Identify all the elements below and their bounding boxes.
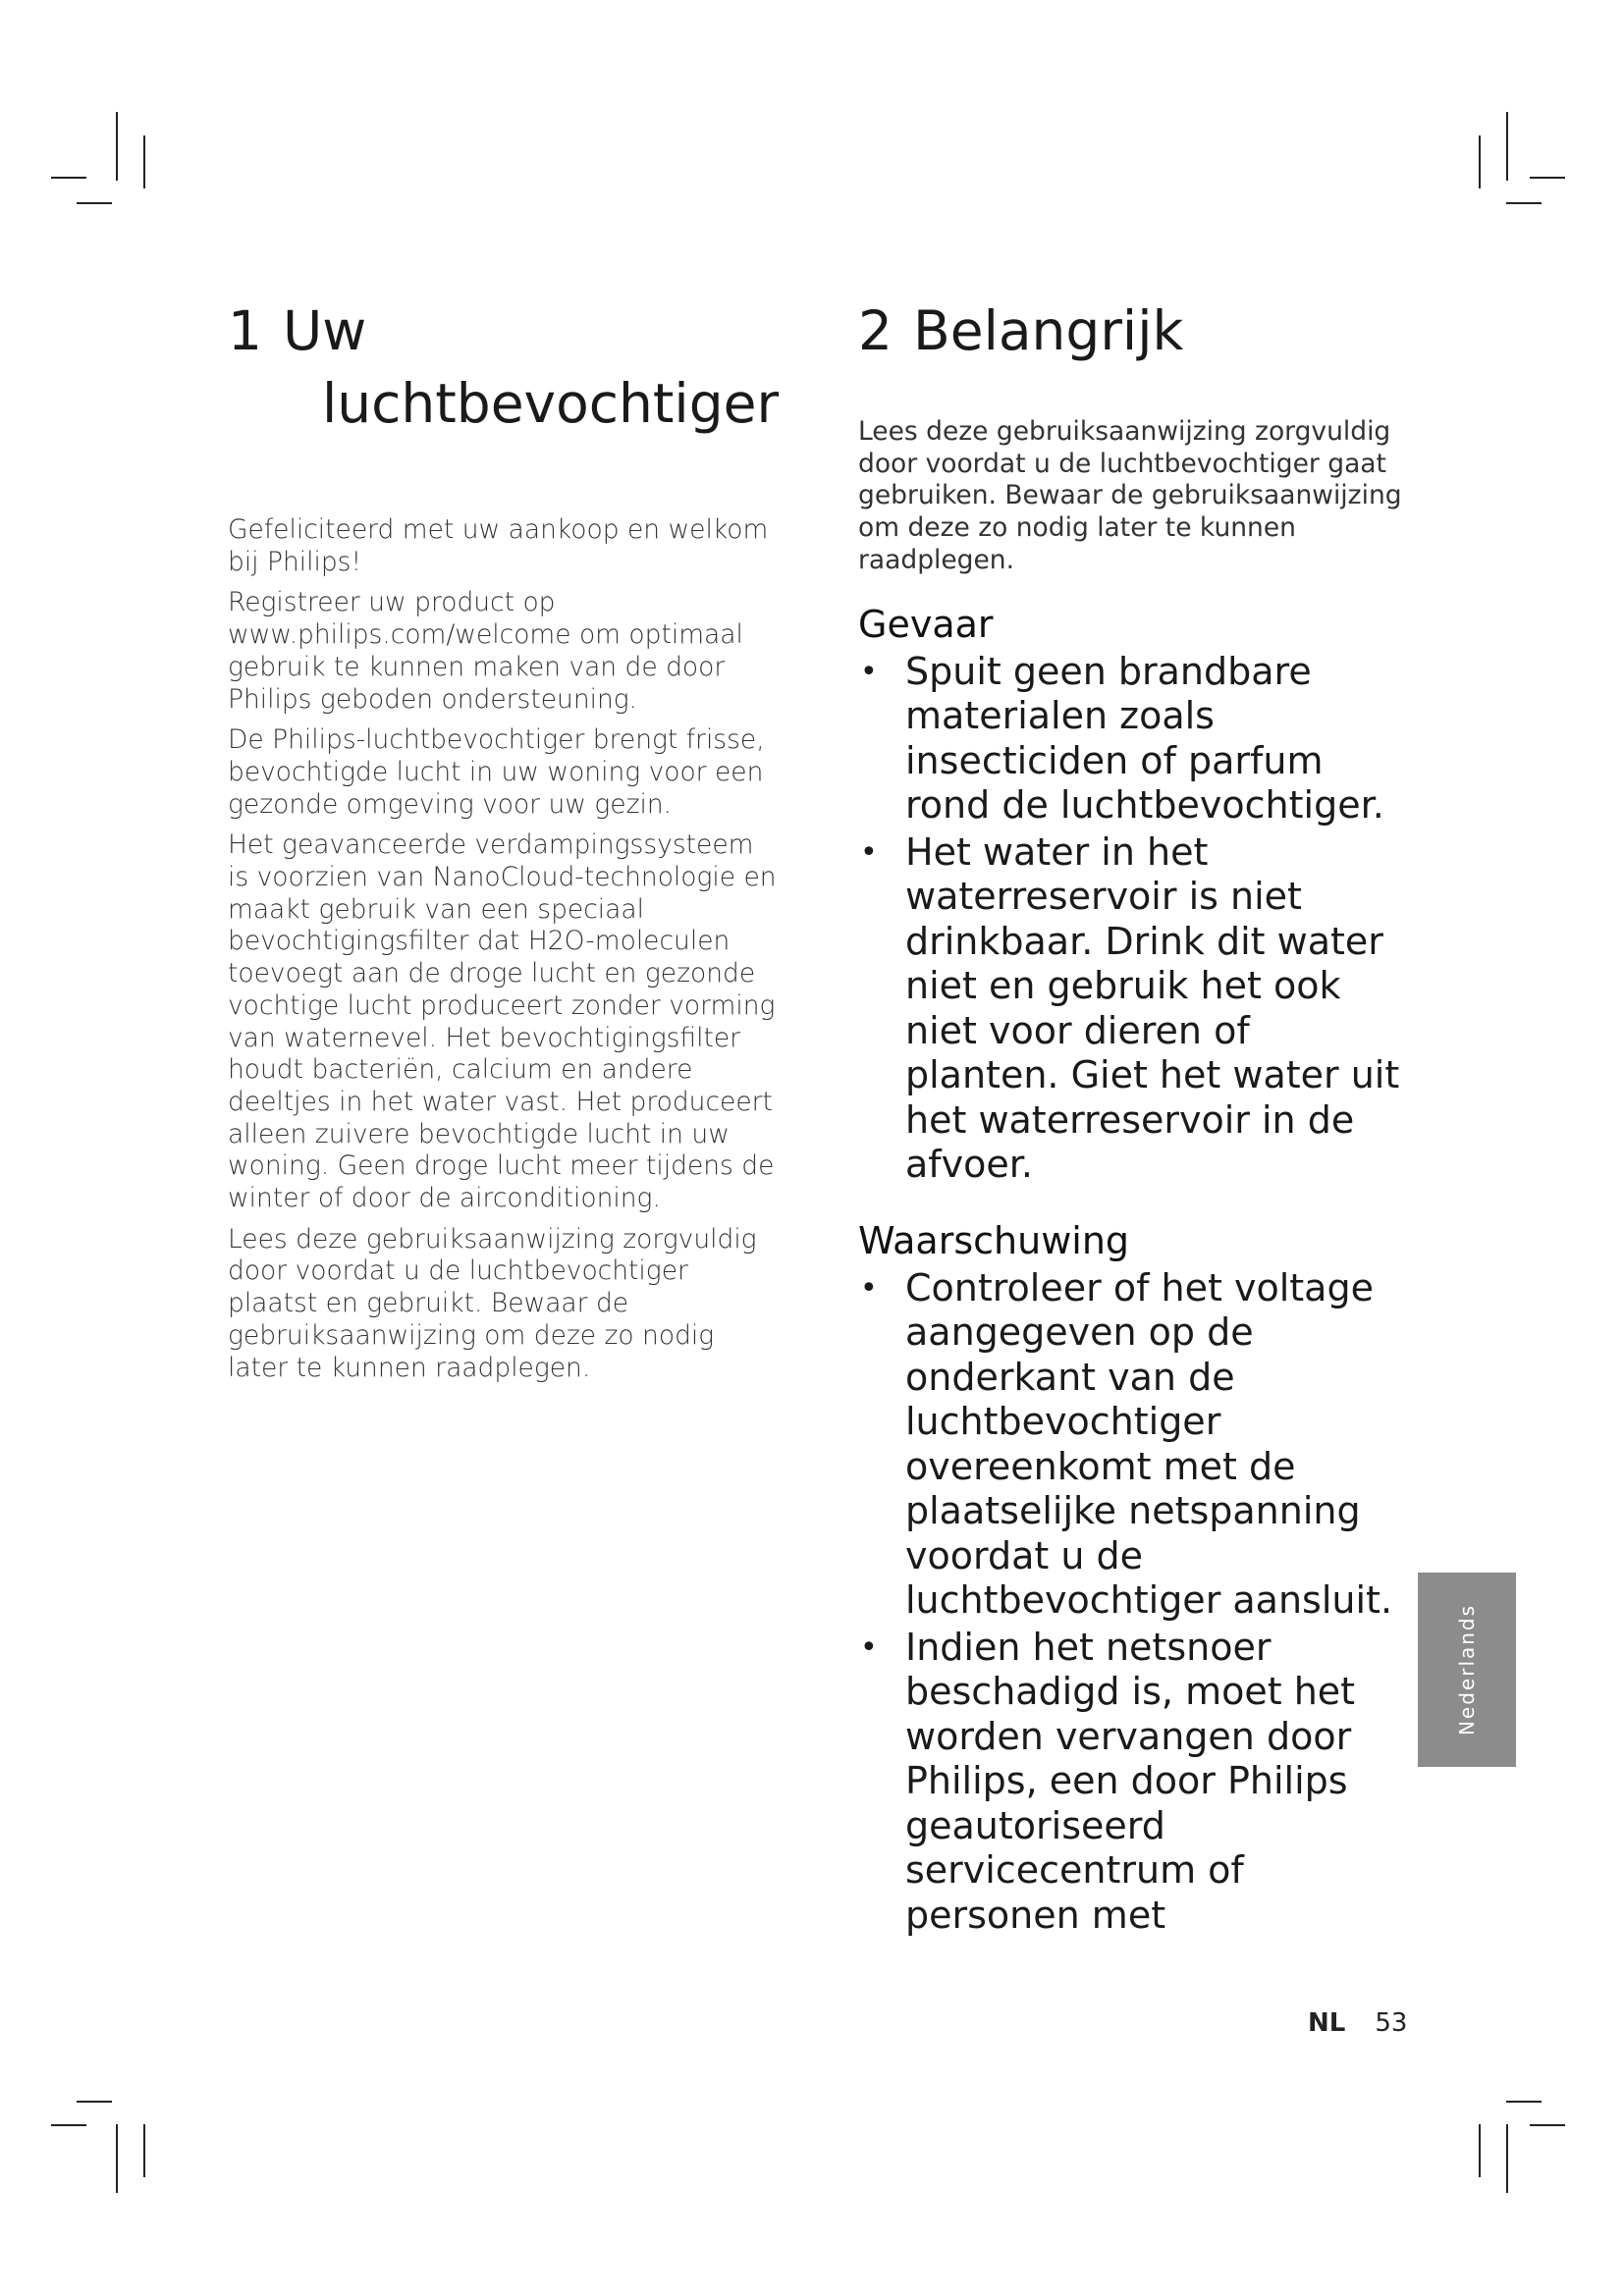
crop-mark xyxy=(1479,135,1481,188)
footer-language: NL xyxy=(1308,2008,1346,2038)
page-number: 53 xyxy=(1375,2008,1408,2038)
bullet-icon: • xyxy=(860,1270,878,1306)
crop-mark xyxy=(1530,177,1565,179)
paragraph: Gefeliciteerd met uw aankoop en welkom bij Philips! xyxy=(228,514,769,577)
bullet-icon: • xyxy=(860,654,878,689)
crop-mark xyxy=(143,135,145,188)
chapter-number: 2 xyxy=(858,299,893,362)
crop-mark xyxy=(116,112,118,181)
bullet-icon: • xyxy=(860,834,878,870)
crop-mark xyxy=(51,2124,86,2126)
chapter-1-body xyxy=(228,514,778,1384)
chapter-1-column xyxy=(228,294,778,1393)
paragraph: Lees deze gebruiksaanwijzing zorgvuldig door voordat u de luchtbevochtiger plaatst en gebruikt. Bewaar de gebruiksaanwijzing om deze zo nodig later te kunnen raadplegen. xyxy=(228,1223,757,1383)
list-item: • Indien het netsnoer beschadigd is, moet het worden vervangen door Philips, een door Philips geautoriseerd servicecentrum of personen met xyxy=(860,1625,1356,1937)
waarschuwing-heading: Waarschuwing xyxy=(858,1218,1130,1262)
gevaar-heading: Gevaar xyxy=(858,602,994,646)
title-line-1: Uw xyxy=(283,299,367,362)
list-item: • Het water in het waterreservoir is niet drinkbaar. Drink dit water niet en gebruik het ook niet voor dieren of planten. Giet het water uit het waterreservoir in de afvoer. xyxy=(860,829,1400,1187)
list-item: • Spuit geen brandbare materialen zoals insecticiden of parfum rond de luchtbevochtiger. xyxy=(860,649,1384,828)
title-line-2: luchtbevochtiger xyxy=(322,372,780,435)
crop-mark xyxy=(77,202,112,204)
paragraph: Registreer uw product op www.philips.com/welcome om optimaal gebruik te kunnen maken van de door Philips geboden ondersteuning. xyxy=(228,587,743,715)
intro-paragraph: Lees deze gebruiksaanwijzing zorgvuldig door voordat u de luchtbevochtiger gaat gebruiken. Bewaar de gebruiksaanwijzing om deze zo nodig later te kunnen raadplegen. xyxy=(858,416,1402,575)
crop-mark xyxy=(1506,2124,1508,2193)
crop-mark xyxy=(1479,2124,1481,2177)
chapter-1-title xyxy=(228,294,778,440)
crop-mark xyxy=(1506,202,1542,204)
chapter-2-title xyxy=(858,294,1408,367)
chapter-2-column xyxy=(858,294,1408,1940)
language-side-tab xyxy=(1418,1573,1516,1767)
page-footer xyxy=(1308,2008,1407,2038)
gevaar-list xyxy=(858,650,1408,1188)
list-item: • Controleer of het voltage aangegeven op de onderkant van de luchtbevochtiger overeenkomt met de plaatselijke netspanning voordat u de luchtbevochtiger aansluit. xyxy=(860,1265,1393,1623)
crop-mark xyxy=(77,2101,112,2103)
title-text: Belangrijk xyxy=(913,299,1184,362)
language-tab-label: Nederlands xyxy=(1455,1603,1479,1736)
crop-mark xyxy=(1530,2124,1565,2126)
waarschuwing-list xyxy=(858,1266,1408,1939)
bullet-icon: • xyxy=(860,1629,878,1665)
crop-mark xyxy=(143,2124,145,2177)
crop-mark xyxy=(116,2124,118,2193)
chapter-2-intro xyxy=(858,416,1408,577)
paragraph: Het geavanceerde verdampingssysteem is voorzien van NanoCloud-technologie en maakt gebruik van een speciaal bevochtigingsfilter dat H2O-moleculen toevoegt aan de droge lucht en gezonde vochtige lucht produceert zonder vorming van waternevel. Het bevochtigingsfilter houdt bacteriën, calcium en andere deeltjes in het water vast. Het produceert alleen zuivere bevochtigde lucht in uw woning. Geen droge lucht meer tijdens de winter of door de airconditioning. xyxy=(228,829,777,1214)
crop-mark xyxy=(51,177,86,179)
chapter-number: 1 xyxy=(228,299,262,362)
crop-mark xyxy=(1506,2101,1542,2103)
crop-mark xyxy=(1506,112,1508,181)
paragraph: De Philips-luchtbevochtiger brengt frisse, bevochtigde lucht in uw woning voor een gezonde omgeving voor uw gezin. xyxy=(228,724,765,820)
